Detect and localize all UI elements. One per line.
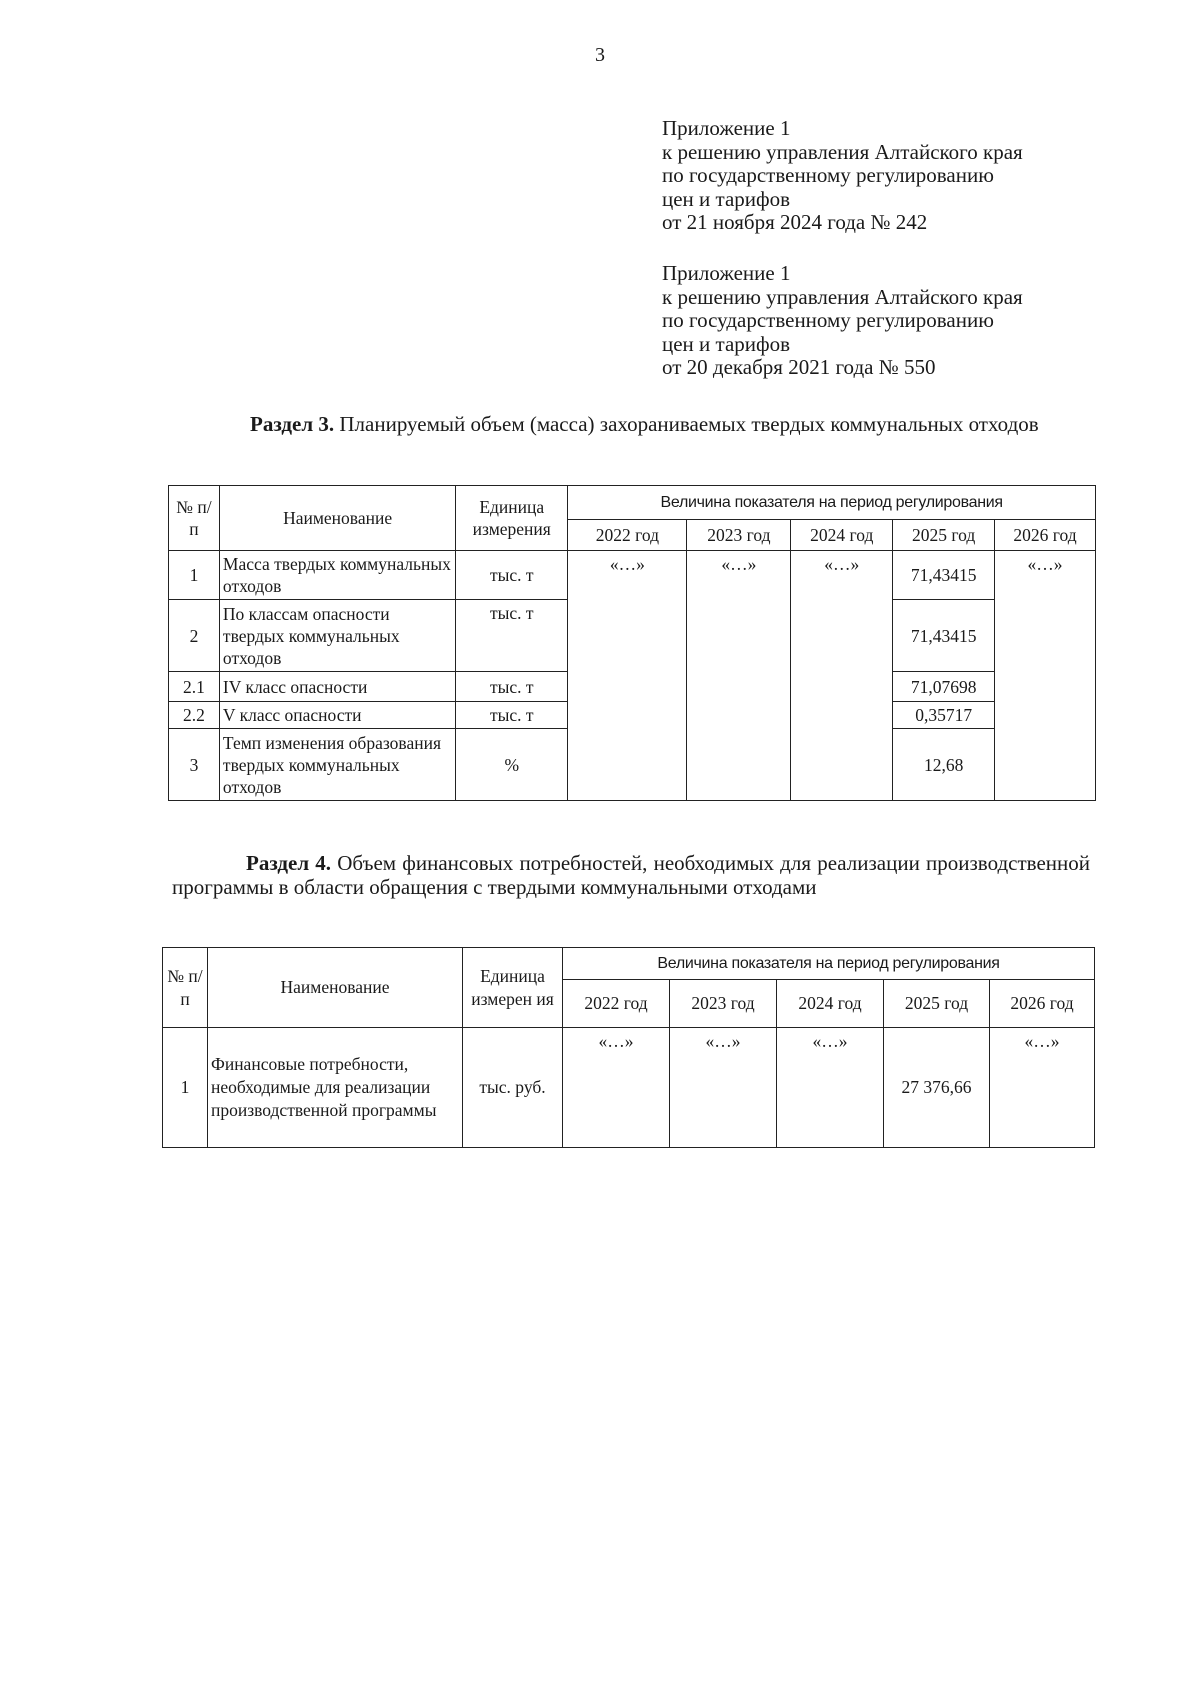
table-row — [169, 551, 1096, 600]
row-unit: тыс. т — [456, 551, 568, 600]
value-2022: «…» — [568, 551, 687, 801]
value-2025: 0,35717 — [893, 702, 995, 729]
row-unit: тыс. т — [456, 672, 568, 702]
row-num: 1 — [169, 551, 220, 600]
value-2023: «…» — [687, 551, 791, 801]
row-name: Масса твердых коммунальных отходов — [219, 551, 455, 600]
row-num: 2 — [169, 600, 220, 672]
header-year-2022: 2022 год — [563, 980, 670, 1028]
section-title: Планируемый объем (масса) захораниваемых твердых коммунальных отходов — [334, 412, 1039, 436]
section-label: Раздел 3. — [250, 412, 335, 436]
appendix-block-old — [662, 262, 1023, 380]
row-num: 3 — [169, 729, 220, 801]
header-year-2026: 2026 год — [995, 520, 1096, 551]
row-name: V класс опасности — [219, 702, 455, 729]
value-2025: 71,43415 — [893, 551, 995, 600]
row-name: Финансовые потребности, необходимые для реализации производственной программы — [208, 1028, 463, 1148]
appendix-line: к решению управления Алтайского края — [662, 139, 1023, 164]
header-period: Величина показателя на период регулирования — [568, 486, 1096, 520]
row-unit: тыс. т — [456, 702, 568, 729]
header-year-2025: 2025 год — [893, 520, 995, 551]
row-num: 1 — [163, 1028, 208, 1148]
header-num: № п/п — [169, 486, 220, 551]
value-2026: «…» — [995, 551, 1096, 801]
section-4-table — [162, 947, 1095, 1148]
appendix-line: по государственному регулированию — [662, 163, 994, 187]
row-unit: тыс. т — [456, 600, 568, 672]
value-2024: «…» — [777, 1028, 884, 1148]
value-2025: 12,68 — [893, 729, 995, 801]
header-name: Наименование — [219, 486, 455, 551]
row-num: 2.1 — [169, 672, 220, 702]
header-year-2023: 2023 год — [670, 980, 777, 1028]
row-unit: % — [456, 729, 568, 801]
header-year-2024: 2024 год — [777, 980, 884, 1028]
header-unit: Единица измерен ия — [463, 948, 563, 1028]
section-4-heading — [172, 852, 1090, 899]
header-year-2024: 2024 год — [791, 520, 893, 551]
section-title: Объем финансовых потребностей, необходимых для реализации производственной программы в области обращения с твердыми коммунальными отходами — [172, 851, 1090, 899]
value-2023: «…» — [670, 1028, 777, 1148]
row-name: По классам опасности твердых коммунальных отходов — [219, 600, 455, 672]
appendix-line: цен и тарифов — [662, 331, 791, 356]
section-3-table — [168, 485, 1096, 801]
page-number: 3 — [595, 44, 605, 66]
appendix-line: к решению управления Алтайского края — [662, 284, 1023, 309]
header-num: № п/ п — [163, 948, 208, 1028]
header-name: Наименование — [208, 948, 463, 1028]
appendix-title: Приложение 1 — [662, 116, 791, 140]
row-unit: тыс. руб. — [463, 1028, 563, 1148]
row-name: Темп изменения образования твердых коммунальных отходов — [219, 729, 455, 801]
appendix-block-new — [662, 117, 1023, 235]
value-2025: 71,07698 — [893, 672, 995, 702]
row-name: IV класс опасности — [219, 672, 455, 702]
appendix-line: по государственному регулированию — [662, 308, 994, 332]
value-2024: «…» — [791, 551, 893, 801]
value-2022: «…» — [563, 1028, 670, 1148]
value-2025: 71,43415 — [893, 600, 995, 672]
section-3-heading — [172, 413, 1090, 437]
row-num: 2.2 — [169, 702, 220, 729]
value-2025: 27 376,66 — [884, 1028, 990, 1148]
appendix-date: от 20 декабря 2021 года № 550 — [662, 355, 936, 379]
appendix-line: цен и тарифов — [662, 186, 791, 211]
appendix-date: от 21 ноября 2024 года № 242 — [662, 210, 928, 234]
appendix-title: Приложение 1 — [662, 261, 791, 285]
header-period: Величина показателя на период регулирования — [563, 948, 1095, 980]
header-year-2023: 2023 год — [687, 520, 791, 551]
section-label: Раздел 4. — [246, 851, 332, 875]
table-row — [163, 1028, 1095, 1148]
header-unit: Единица измерения — [456, 486, 568, 551]
header-year-2026: 2026 год — [990, 980, 1095, 1028]
header-year-2022: 2022 год — [568, 520, 687, 551]
header-year-2025: 2025 год — [884, 980, 990, 1028]
value-2026: «…» — [990, 1028, 1095, 1148]
